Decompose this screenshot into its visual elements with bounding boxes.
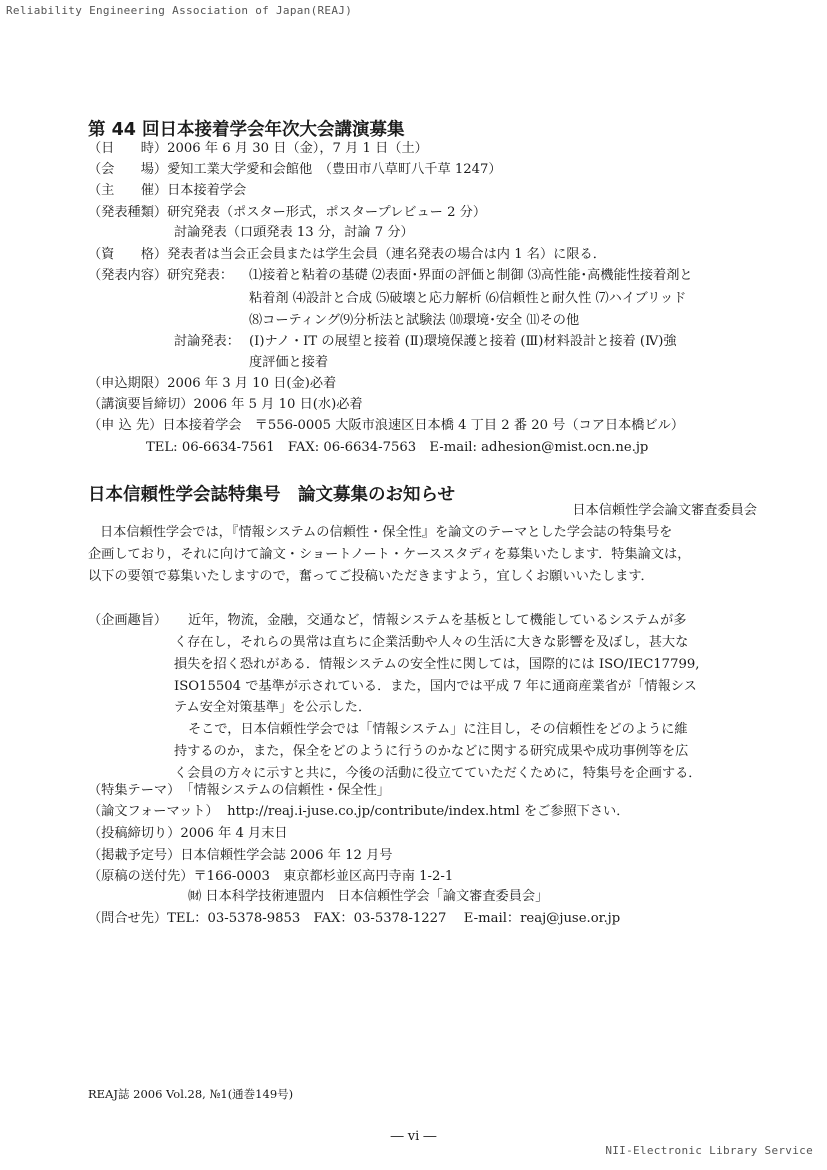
qualification-label: （資 格） xyxy=(88,247,168,262)
qualification-row xyxy=(88,245,606,265)
theme-row xyxy=(88,781,390,801)
type-row xyxy=(88,203,486,223)
abstract-deadline-value: 2006 年 5 月 10 日(水)必着 xyxy=(193,397,363,412)
research-line-2: 粘着剤 ⑷設計と合成 ⑸破壊と応力解析 ⑹信頼性と耐久性 ⑺ハイブリッド xyxy=(249,291,687,306)
date-label: （日 時） xyxy=(88,141,168,156)
inquiry-value: TEL：03-5378-9853 FAX：03-5378-1227 E-mail：reaj@juse.or.jp xyxy=(167,911,621,926)
date-value: 2006 年 6 月 30 日（金），7 月 1 日（土） xyxy=(167,141,428,156)
purpose-line-6: そこで，日本信頼性学会では「情報システム」に注目し，その信頼性をどのように維 xyxy=(188,722,688,737)
format-row xyxy=(88,802,629,822)
host-row xyxy=(88,181,246,201)
content-row xyxy=(88,266,233,286)
venue-label: （会 場） xyxy=(88,162,168,177)
section2-title: 日本信頼性学会誌特集号 論文募集のお知らせ xyxy=(88,485,455,505)
theme-label: （特集テーマ） xyxy=(88,783,181,798)
venue-value: 愛知工業大学愛和会館他 （豊田市八草町八千草 1247） xyxy=(167,162,502,177)
date-row xyxy=(88,139,428,159)
purpose-line-2: く存在し，それらの異常は直ちに企業活動や人々の生活に大きな影響を及ぼし，甚大な xyxy=(174,635,689,650)
apply-value: 日本接着学会 〒556-0005 大阪市浪速区日本橋 4 丁目 2 番 20 号（コア日本橋ビル） xyxy=(162,418,685,433)
send-row xyxy=(88,867,453,887)
purpose-line-8: く会員の方々に示すと共に，今後の活動に役立てていただくために，特集号を企画する． xyxy=(174,766,702,781)
type-value-2: 討論発表（口頭発表 13 分，討論 7 分） xyxy=(174,225,414,240)
purpose-label: （企画趣旨） xyxy=(88,613,168,628)
content-label: （発表内容） xyxy=(88,268,168,283)
abstract-deadline-row xyxy=(88,395,363,415)
page-number: ― vi ― xyxy=(390,1129,437,1144)
discussion-line-1: (Ⅰ)ナノ・IT の展望と接着 (Ⅱ)環境保護と接着 (Ⅲ)材料設計と接着 (Ⅳ)強 xyxy=(249,334,677,349)
submission-deadline-row xyxy=(88,824,288,844)
format-value: http://reaj.i-juse.co.jp/contribute/index.html をご参照下さい． xyxy=(227,804,630,819)
intro-line-2: 企画しており，それに向けて論文・ショートノート・ケーススタディを募集いたします．特集論文は， xyxy=(88,547,691,562)
footer-nii-service: NII-Electronic Library Service xyxy=(605,1144,813,1157)
theme-value: 「情報システムの信頼性・保全性」 xyxy=(180,783,390,798)
publish-label: （掲載予定号） xyxy=(88,848,181,863)
inquiry-row xyxy=(88,909,620,929)
send-label: （原稿の送付先） xyxy=(88,869,194,884)
submission-deadline-label: （投稿締切り） xyxy=(88,826,181,841)
contact-line: TEL: 06-6634-7561 FAX: 06-6634-7563 E-mail: adhesion@mist.ocn.ne.jp xyxy=(146,440,649,455)
purpose-line-3: 損失を招く恐れがある．情報システムの安全性に関しては，国際的には ISO/IEC17799, xyxy=(174,657,700,672)
publish-row xyxy=(88,846,392,866)
type-label: （発表種類） xyxy=(88,205,168,220)
submission-deadline-value: 2006 年 4 月末日 xyxy=(180,826,288,841)
header-organization: Reliability Engineering Association of Japan(REAJ) xyxy=(6,4,353,17)
host-value: 日本接着学会 xyxy=(167,183,247,198)
committee-name: 日本信頼性学会論文審査委員会 xyxy=(572,503,757,518)
purpose-line-5: テム安全対策基準」を公示した． xyxy=(174,700,372,715)
section1-title: 第 44 回日本接着学会年次大会講演募集 xyxy=(88,120,405,140)
intro-line-1: 日本信頼性学会では，『情報システムの信頼性・保全性』を論文のテーマとした学会誌の特集号を xyxy=(100,525,673,540)
inquiry-label: （問合せ先） xyxy=(88,911,168,926)
purpose-line-4: ISO15504 で基準が示されている．また，国内では平成 7 年に通商産業省が「情報シス xyxy=(174,679,697,694)
abstract-deadline-label: （講演要旨締切） xyxy=(88,397,194,412)
purpose-line-1: 近年，物流，金融，交通など，情報システムを基板として機能しているシステムが多 xyxy=(188,613,687,628)
publish-value: 日本信頼性学会誌 2006 年 12 月号 xyxy=(180,848,393,863)
purpose-line-7: 持するのか，また，保全をどのように行うのかなどに関する研究成果や成功事例等を広 xyxy=(174,744,689,759)
apply-row xyxy=(88,416,684,436)
deadline-row xyxy=(88,374,336,394)
deadline-label: （申込期限） xyxy=(88,376,168,391)
footer-journal-citation: REAJ誌 2006 Vol.28, №1(通巻149号) xyxy=(88,1087,294,1101)
send-value-2: ㈶ 日本科学技術連盟内 日本信頼性学会「論文審査委員会」 xyxy=(188,889,549,904)
research-line-1: ⑴接着と粘着の基礎 ⑵表面･界面の評価と制御 ⑶高性能･高機能性接着剤と xyxy=(249,268,693,283)
discussion-prefix: 討論発表： xyxy=(174,334,240,349)
research-prefix: 研究発表： xyxy=(167,268,234,283)
apply-label: （申 込 先） xyxy=(88,418,163,433)
venue-row xyxy=(88,160,502,180)
research-line-3: ⑻コーティング⑼分析法と試験法 ⑽環境･安全 ⑾その他 xyxy=(249,313,580,328)
intro-line-3: 以下の要領で募集いたしますので，奮ってご投稿いただきますよう，宜しくお願いいたします． xyxy=(88,569,654,584)
format-label: （論文フォーマット） xyxy=(88,804,219,819)
discussion-line-2: 度評価と接着 xyxy=(249,355,329,370)
send-value: 〒166-0003 東京都杉並区高円寺南 1-2-1 xyxy=(193,869,454,884)
host-label: （主 催） xyxy=(88,183,168,198)
deadline-value: 2006 年 3 月 10 日(金)必着 xyxy=(167,376,337,391)
type-value-1: 研究発表（ポスター形式，ポスタープレビュー 2 分） xyxy=(167,205,487,220)
qualification-value: 発表者は当会正会員または学生会員（連名発表の場合は内 1 名）に限る． xyxy=(167,247,606,262)
